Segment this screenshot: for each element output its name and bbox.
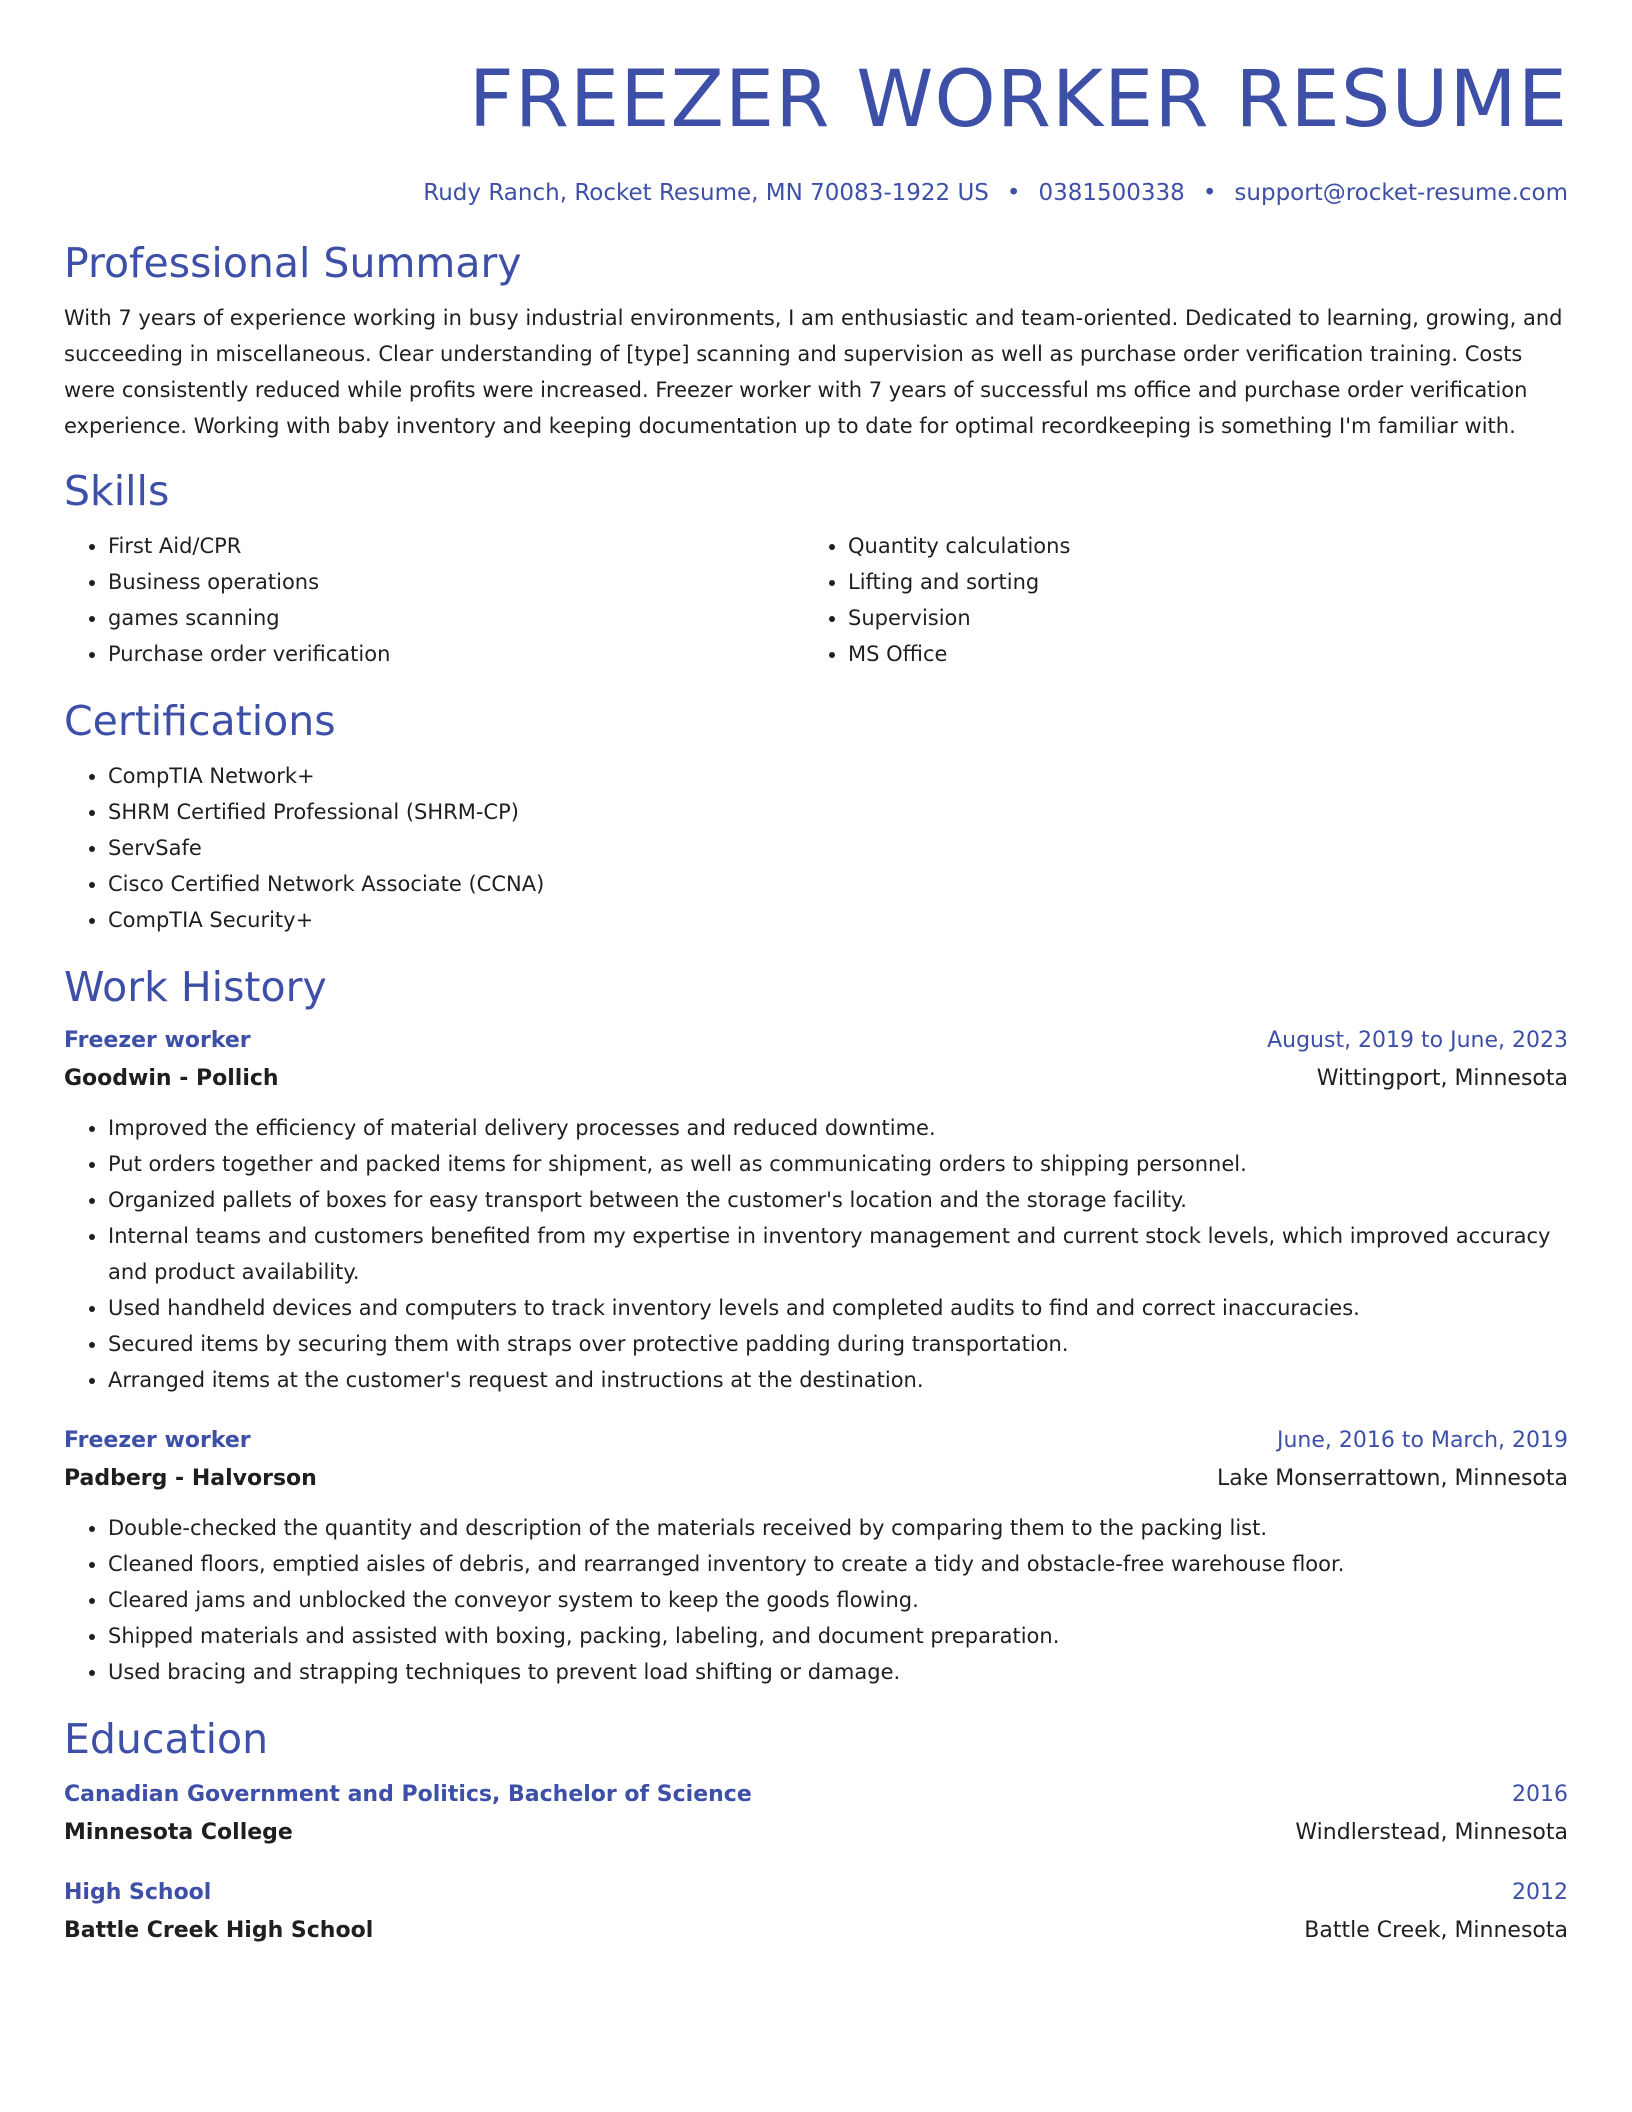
certification-item: • Cisco Certified Network Associate (CCNA): [108, 866, 1568, 902]
skills-column-right: [804, 528, 1544, 672]
contact-email[interactable]: support@rocket-resume.com: [1234, 180, 1568, 206]
job-title: Freezer worker: [64, 1428, 251, 1453]
certification-item: • CompTIA Security+: [108, 902, 1568, 938]
education-entry: [64, 1874, 1568, 1950]
contact-address: Rudy Ranch, Rocket Resume, MN 70083-1922 US: [423, 180, 989, 206]
certification-item: • ServSafe: [108, 830, 1568, 866]
job-bullet: • Used bracing and strapping techniques to prevent load shifting or damage.: [108, 1654, 1568, 1690]
job-location: Wittingport, Minnesota: [1316, 1066, 1568, 1091]
certifications-section: [64, 694, 1568, 938]
skills-grid: [64, 528, 1568, 672]
certification-item: • CompTIA Network+: [108, 758, 1568, 794]
job-location: Lake Monserrattown, Minnesota: [1217, 1466, 1568, 1491]
education-section: [64, 1712, 1568, 1950]
resume-title: FREEZER WORKER RESUME: [468, 55, 1568, 145]
work-history-section: [64, 960, 1568, 1690]
job-company-row: [64, 1460, 1568, 1498]
section-heading-summary: Professional Summary: [64, 239, 522, 287]
education-school: Minnesota College: [64, 1820, 293, 1845]
contact-separator: •: [1202, 180, 1217, 206]
education-header-row: [64, 1776, 1568, 1814]
skill-item: • games scanning: [108, 600, 804, 636]
skill-item: • Quantity calculations: [848, 528, 1544, 564]
skill-item: • Business operations: [108, 564, 804, 600]
education-header-row: [64, 1874, 1568, 1912]
education-school-row: [64, 1814, 1568, 1852]
job-company: Goodwin - Pollich: [64, 1066, 279, 1091]
education-entry: [64, 1776, 1568, 1852]
job-title: Freezer worker: [64, 1028, 251, 1053]
education-school-row: [64, 1912, 1568, 1950]
job-company-row: [64, 1060, 1568, 1098]
skill-item: • Supervision: [848, 600, 1544, 636]
skills-section: [64, 464, 1568, 672]
job-entry: [64, 1422, 1568, 1690]
skills-column-left: [64, 528, 804, 672]
section-heading-skills: Skills: [64, 467, 170, 515]
job-bullet: • Double-checked the quantity and description of the materials received by comparing them to the packing list.: [108, 1510, 1568, 1546]
job-bullet: • Used handheld devices and computers to track inventory levels and completed audits to find and correct inaccuracies.: [108, 1290, 1568, 1326]
summary-text: With 7 years of experience working in busy industrial environments, I am enthusiastic and team-oriented. Dedicated to learning, growing, and succeeding in miscellaneous. Clear understanding of [type] scanning and supervision as well as purchase order verification training. Costs were consistently reduced while profits were increased. Freezer worker with 7 years of successful ms office and purchase order verification experience. Working with baby inventory and keeping documentation up to date for optimal recordkeeping is something I'm familiar with.: [64, 306, 1563, 438]
certification-item: • SHRM Certified Professional (SHRM-CP): [108, 794, 1568, 830]
job-entry: [64, 1022, 1568, 1398]
section-heading-certifications: Certifications: [64, 697, 336, 745]
job-dates: August, 2019 to June, 2023: [1267, 1028, 1568, 1053]
education-year: 2012: [1512, 1880, 1568, 1905]
education-degree: Canadian Government and Politics, Bachelor of Science: [64, 1782, 752, 1807]
education-school: Battle Creek High School: [64, 1918, 374, 1943]
education-location: Battle Creek, Minnesota: [1304, 1918, 1568, 1943]
section-heading-work-history: Work History: [64, 963, 327, 1011]
skill-item: • Purchase order verification: [108, 636, 804, 672]
job-bullet: • Secured items by securing them with straps over protective padding during transportation.: [108, 1326, 1568, 1362]
resume-header: [64, 0, 1568, 208]
section-heading-education: Education: [64, 1715, 269, 1763]
job-bullet: • Put orders together and packed items for shipment, as well as communicating orders to shipping personnel.: [108, 1146, 1568, 1182]
job-dates: June, 2016 to March, 2019: [1277, 1428, 1568, 1453]
job-company: Padberg - Halvorson: [64, 1466, 317, 1491]
contact-separator: •: [1006, 180, 1021, 206]
job-bullet: • Organized pallets of boxes for easy transport between the customer's location and the storage facility.: [108, 1182, 1568, 1218]
summary-section: [64, 236, 1568, 444]
job-bullet: • Internal teams and customers benefited from my expertise in inventory management and current stock levels, which improved accuracy and product availability.: [108, 1218, 1568, 1290]
job-bullet: • Cleaned floors, emptied aisles of debris, and rearranged inventory to create a tidy and obstacle-free warehouse floor.: [108, 1546, 1568, 1582]
skill-item: • First Aid/CPR: [108, 528, 804, 564]
job-header-row: [64, 1022, 1568, 1060]
skill-item: • MS Office: [848, 636, 1544, 672]
contact-phone: 0381500338: [1038, 180, 1185, 206]
contact-line: [64, 178, 1568, 208]
education-year: 2016: [1512, 1782, 1568, 1807]
job-bullet: • Cleared jams and unblocked the conveyor system to keep the goods flowing.: [108, 1582, 1568, 1618]
job-bullet: • Shipped materials and assisted with boxing, packing, labeling, and document preparation.: [108, 1618, 1568, 1654]
job-header-row: [64, 1422, 1568, 1460]
education-degree: High School: [64, 1880, 212, 1905]
job-bullet: • Arranged items at the customer's request and instructions at the destination.: [108, 1362, 1568, 1398]
education-location: Windlerstead, Minnesota: [1295, 1820, 1568, 1845]
skill-item: • Lifting and sorting: [848, 564, 1544, 600]
job-bullet: • Improved the efficiency of material delivery processes and reduced downtime.: [108, 1110, 1568, 1146]
